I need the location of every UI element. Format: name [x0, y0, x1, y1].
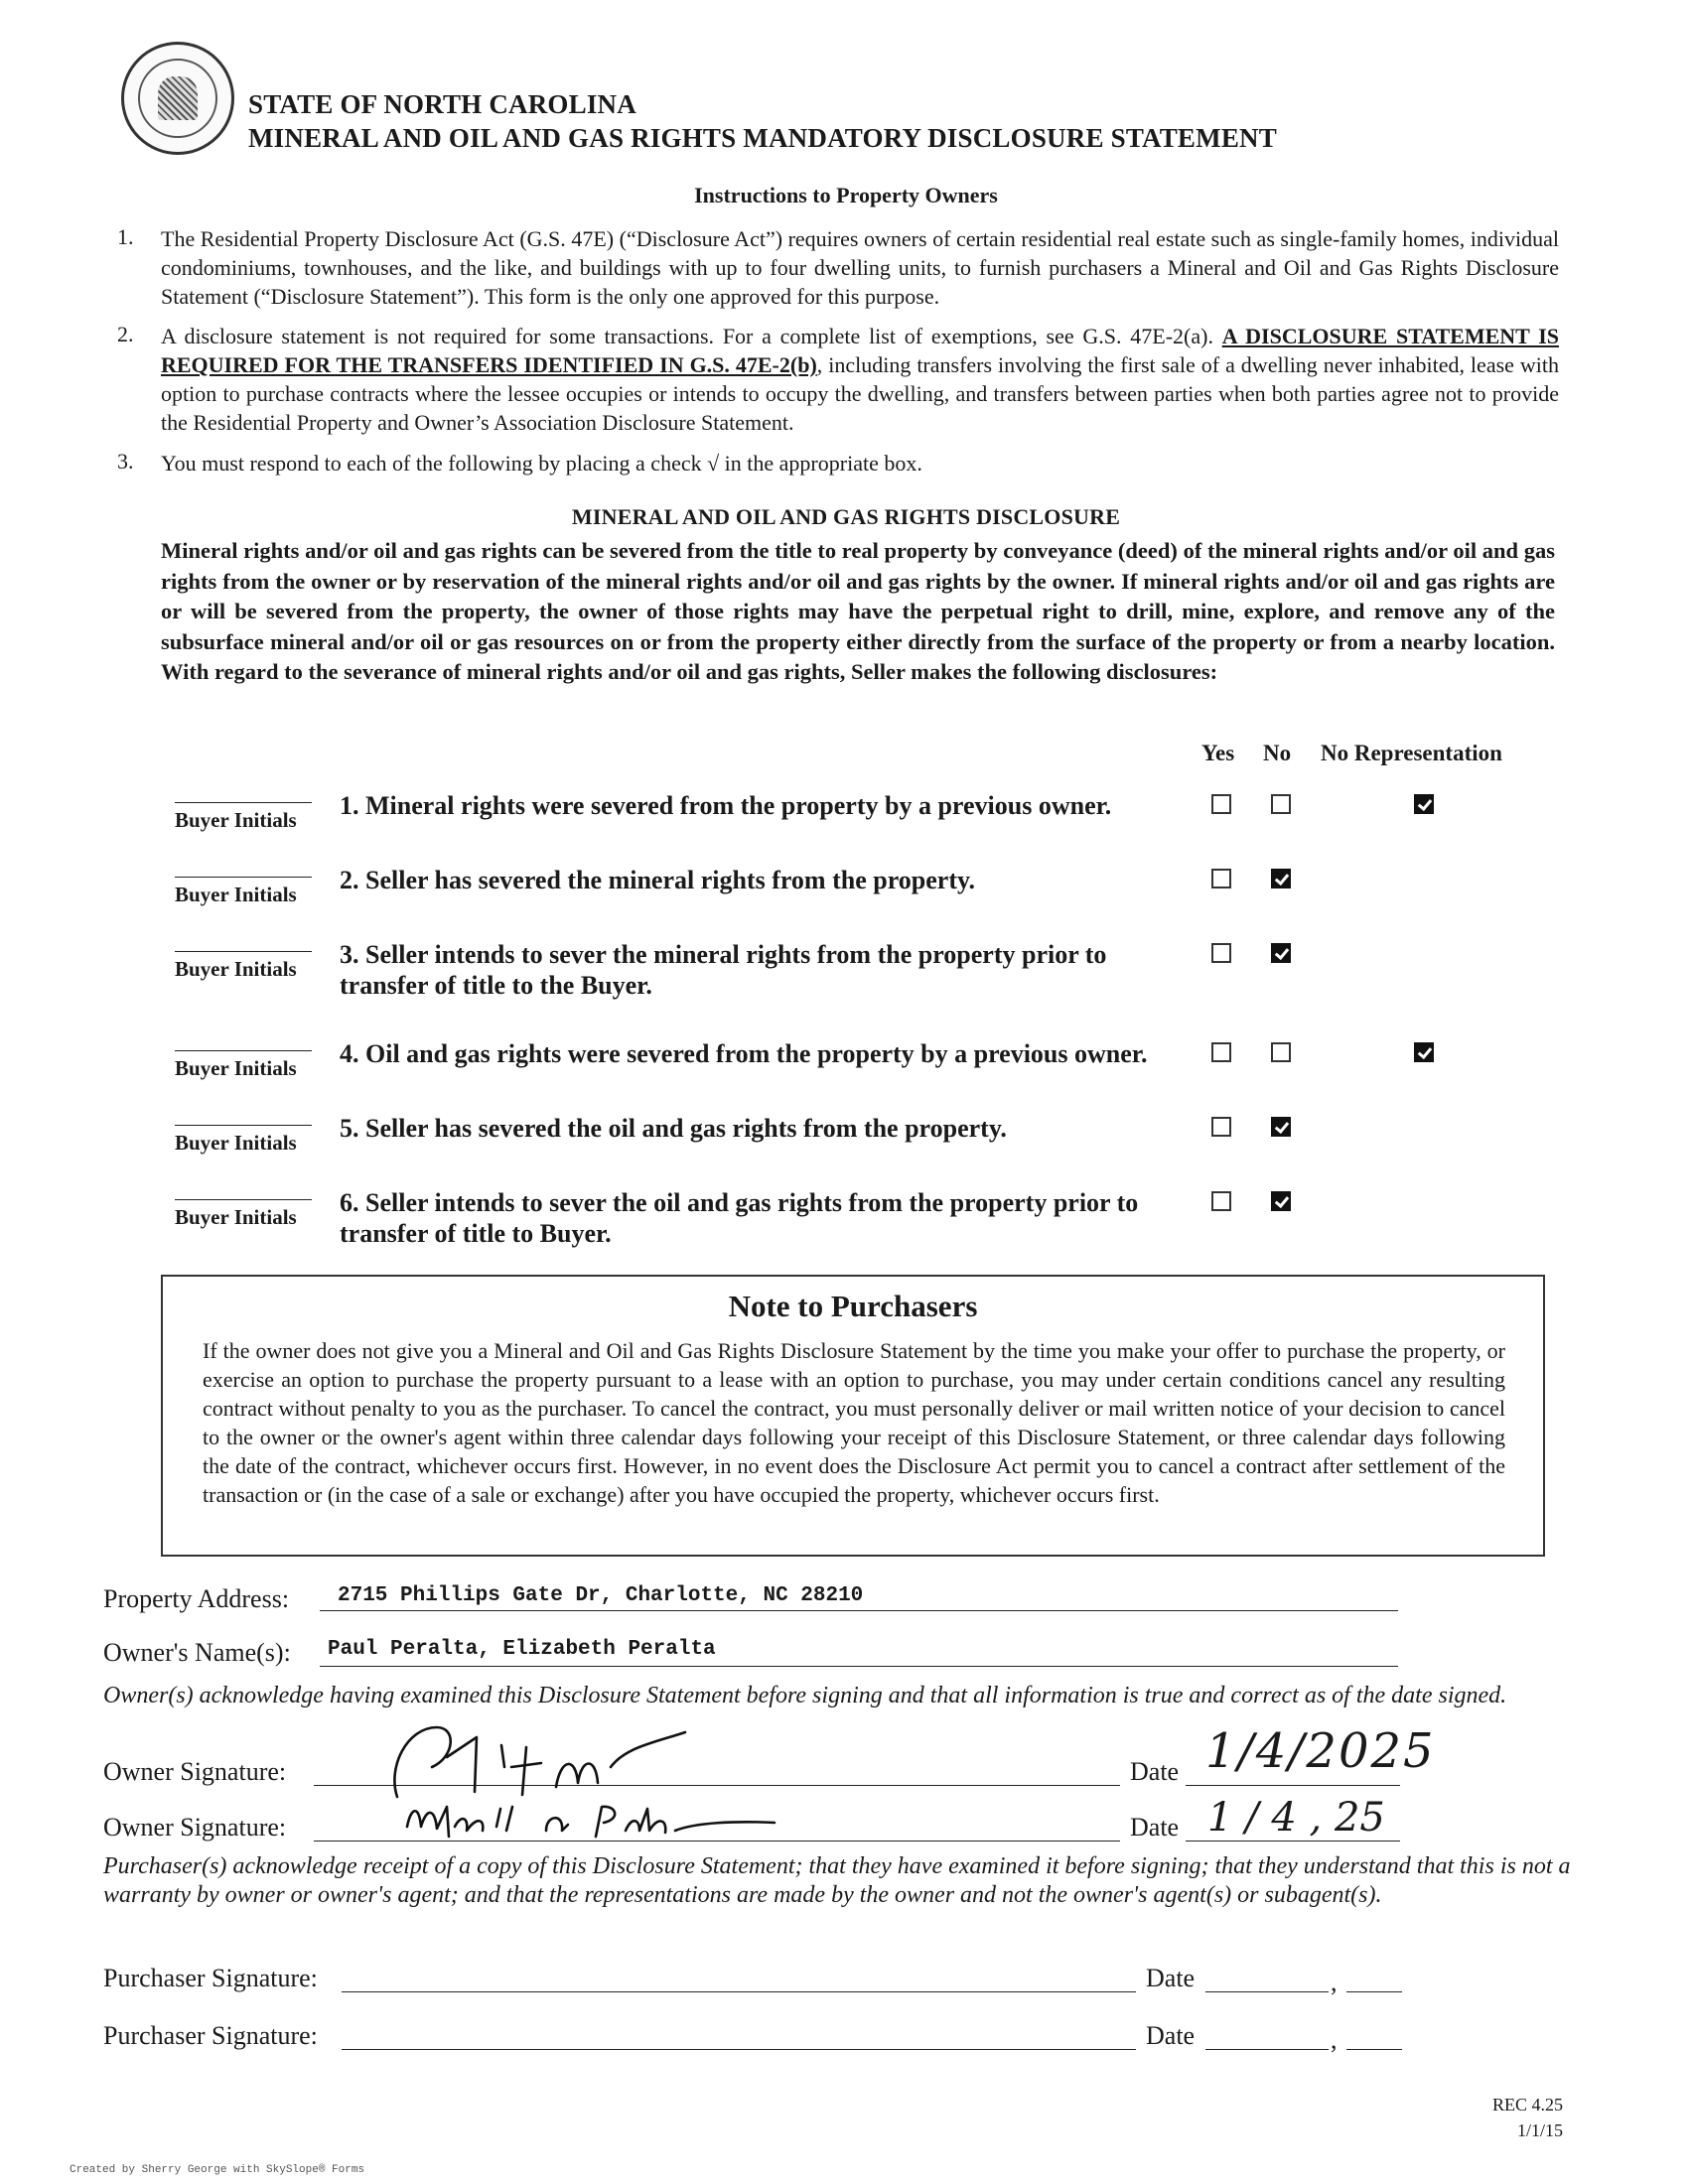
question-text: 2. Seller has severed the mineral rights from the property. [340, 866, 976, 894]
property-address-line [320, 1610, 1398, 1611]
instruction-number: 2. [117, 322, 134, 346]
column-no: No [1263, 741, 1292, 765]
buyer-initials-label: Buyer Initials [175, 883, 297, 906]
owner-signature-label: Owner Signature: [103, 1757, 287, 1786]
buyer-initials-line[interactable] [175, 1199, 312, 1200]
buyer-initials-line[interactable] [175, 1050, 312, 1051]
purchaser-2-signature-line[interactable] [342, 2049, 1136, 2050]
purchaser-1-date-line[interactable] [1205, 1991, 1329, 1992]
q2-no-checkbox[interactable] [1271, 869, 1291, 888]
q6-yes-checkbox[interactable] [1211, 1191, 1231, 1211]
q6-no-checkbox[interactable] [1271, 1191, 1291, 1211]
note-title: Note to Purchasers [728, 1289, 978, 1323]
owners-name-field[interactable]: Paul Peralta, Elizabeth Peralta [328, 1638, 716, 1661]
owner-2-handwritten-signature [397, 1787, 814, 1856]
instruction-number: 3. [117, 449, 134, 474]
q4-yes-checkbox[interactable] [1211, 1042, 1231, 1062]
date-separator: , [1331, 2025, 1338, 2054]
property-address-field[interactable]: 2715 Phillips Gate Dr, Charlotte, NC 28210 [338, 1584, 864, 1607]
question-text: 4. Oil and gas rights were severed from the property by a previous owner. [340, 1039, 1148, 1068]
purchaser-signature-label: Purchaser Signature: [103, 2021, 318, 2050]
buyer-initials-label: Buyer Initials [175, 1056, 297, 1080]
buyer-initials-line[interactable] [175, 951, 312, 952]
form-date: 1/1/15 [1516, 2120, 1563, 2140]
owner-2-date-line[interactable] [1186, 1841, 1400, 1842]
created-by-footer: Created by Sherry George with SkySlope® Forms [70, 2164, 365, 2176]
purchaser-1-signature-line[interactable] [342, 1991, 1136, 1992]
disclosure-intro: Mineral rights and/or oil and gas rights can be severed from the title to real property by conveyance (deed) of the mineral rights and/or oil and gas rights from the owner or by reservation of the mineral rights and/or oil and gas rights by the owner. If mineral rights and/or oil and gas rights are or will be severed from the property, the owner of those rights may have the perpetual right to drill, mine, explore, and remove any of the subsurface mineral and/or oil or gas resources on or from the property either directly from the surface of the property or from a nearby location. With regard to the severance of mineral rights and/or oil and gas rights, Seller makes the following disclosures: [161, 538, 1555, 684]
note-to-purchasers-box [161, 1275, 1545, 1557]
question-text: 1. Mineral rights were severed from the property by a previous owner. [340, 791, 1112, 820]
instructions-title: Instructions to Property Owners [694, 183, 998, 207]
owner-acknowledgment: Owner(s) acknowledge having examined this Disclosure Statement before signing and that all information is true and correct as of the date signed. [103, 1683, 1507, 1708]
buyer-initials-line[interactable] [175, 802, 312, 803]
date-label: Date [1146, 2021, 1196, 2050]
q3-no-checkbox[interactable] [1271, 943, 1291, 963]
buyer-initials-label: Buyer Initials [175, 1131, 297, 1155]
instruction-item-1: The Residential Property Disclosure Act (G.S. 47E) (“Disclosure Act”) requires owners of certain residential real estate such as single-family homes, individual condominiums, townhouses, and the like, and buildings with up to four dwelling units, to furnish purchasers a Mineral and Oil and Gas Rights Disclosure Statement (“Disclosure Statement”). This form is the only one approved for this purpose. [161, 226, 1559, 309]
date-label: Date [1146, 1964, 1196, 1992]
instruction-item-2 [161, 322, 1559, 437]
purchaser-2-date-line[interactable] [1205, 2049, 1329, 2050]
buyer-initials-line[interactable] [175, 877, 312, 878]
instruction-number: 1. [117, 224, 134, 249]
owner-1-date-line[interactable] [1186, 1785, 1400, 1786]
owner-2-date: 1 / 4 , 25 [1207, 1795, 1385, 1841]
buyer-initials-label: Buyer Initials [175, 957, 297, 981]
question-text: 6. Seller intends to sever the oil and gas rights from the property prior to transfer of title to Buyer. [340, 1188, 1139, 1248]
instruction-item-3: You must respond to each of the following by placing a check √ in the appropriate box. [161, 451, 922, 476]
date-label: Date [1130, 1757, 1180, 1786]
purchaser-1-year-line[interactable] [1346, 1991, 1402, 1992]
question-text: 5. Seller has severed the oil and gas rights from the property. [340, 1114, 1007, 1143]
purchaser-signature-label: Purchaser Signature: [103, 1964, 318, 1992]
q3-yes-checkbox[interactable] [1211, 943, 1231, 963]
purchaser-2-year-line[interactable] [1346, 2049, 1402, 2050]
date-separator: , [1331, 1968, 1338, 1996]
q1-no-representation-checkbox[interactable] [1414, 794, 1434, 814]
instruction-text: A disclosure statement is not required for some transactions. For a complete list of exemptions, see G.S. 47E-2(a). [161, 324, 1222, 348]
state-heading: STATE OF NORTH CAROLINA [248, 89, 636, 119]
owner-1-date: 1/4/2025 [1205, 1723, 1436, 1779]
instruction-text: , including transfers involving the first sale of a dwelling never inhabited, lease with option to purchase contracts where the lessee occupies or intends to occupy the dwelling, and transfers between parties when both parties agree not to provide the Residential Property and Owner’s Association Disclosure Statement. [161, 352, 1559, 435]
buyer-initials-label: Buyer Initials [175, 1205, 297, 1229]
q5-no-checkbox[interactable] [1271, 1117, 1291, 1137]
buyer-initials-line[interactable] [175, 1125, 312, 1126]
disclosure-title: MINERAL AND OIL AND GAS RIGHTS DISCLOSURE [571, 504, 1121, 529]
column-yes: Yes [1201, 741, 1235, 765]
q5-yes-checkbox[interactable] [1211, 1117, 1231, 1137]
q4-no-checkbox[interactable] [1271, 1042, 1291, 1062]
nc-real-estate-commission-seal [121, 42, 234, 155]
q1-yes-checkbox[interactable] [1211, 794, 1231, 814]
q4-no-representation-checkbox[interactable] [1414, 1042, 1434, 1062]
q1-no-checkbox[interactable] [1271, 794, 1291, 814]
question-text: 3. Seller intends to sever the mineral rights from the property prior to transfer of title to the Buyer. [340, 940, 1107, 1000]
date-label: Date [1130, 1813, 1180, 1842]
buyer-initials-label: Buyer Initials [175, 808, 297, 832]
form-title: MINERAL AND OIL AND GAS RIGHTS MANDATORY DISCLOSURE STATEMENT [248, 123, 1277, 153]
q2-yes-checkbox[interactable] [1211, 869, 1231, 888]
owner-signature-label: Owner Signature: [103, 1813, 287, 1842]
owners-name-line [320, 1666, 1398, 1667]
purchaser-acknowledgment: Purchaser(s) acknowledge receipt of a copy of this Disclosure Statement; that they have examined it before signing; that they understand that this is not a warranty by owner or owner's agent; and that the representations are made by the owner and not the owner's agent(s) or subagent(s). [103, 1853, 1571, 1908]
property-address-label: Property Address: [103, 1584, 290, 1613]
note-text: If the owner does not give you a Mineral and Oil and Gas Rights Disclosure Statement by the time you make your offer to purchase the property, or exercise an option to purchase the property pursuant to a lease with an option to purchase, you may under certain conditions cancel any resulting contract without penalty to you as the purchaser. To cancel the contract, you must personally deliver or mail written notice of your decision to cancel to the owner or the owner's agent within three calendar days following your receipt of this Disclosure Statement, or three calendar days following the date of the contract, whichever occurs first. However, in no event does the Disclosure Act permit you to cancel a contract after settlement of the transaction or (in the case of a sale or exchange) after you have occupied the property, whichever occurs first. [203, 1338, 1505, 1507]
owners-name-label: Owner's Name(s): [103, 1638, 291, 1667]
form-code: REC 4.25 [1491, 2095, 1563, 2115]
column-no-representation: No Representation [1321, 741, 1502, 765]
instruction-emphasis: A DISCLOSURE STATEMENT IS REQUIRED FOR THE TRANSFERS IDENTIFIED IN G.S. 47E-2(b) [161, 324, 1560, 377]
